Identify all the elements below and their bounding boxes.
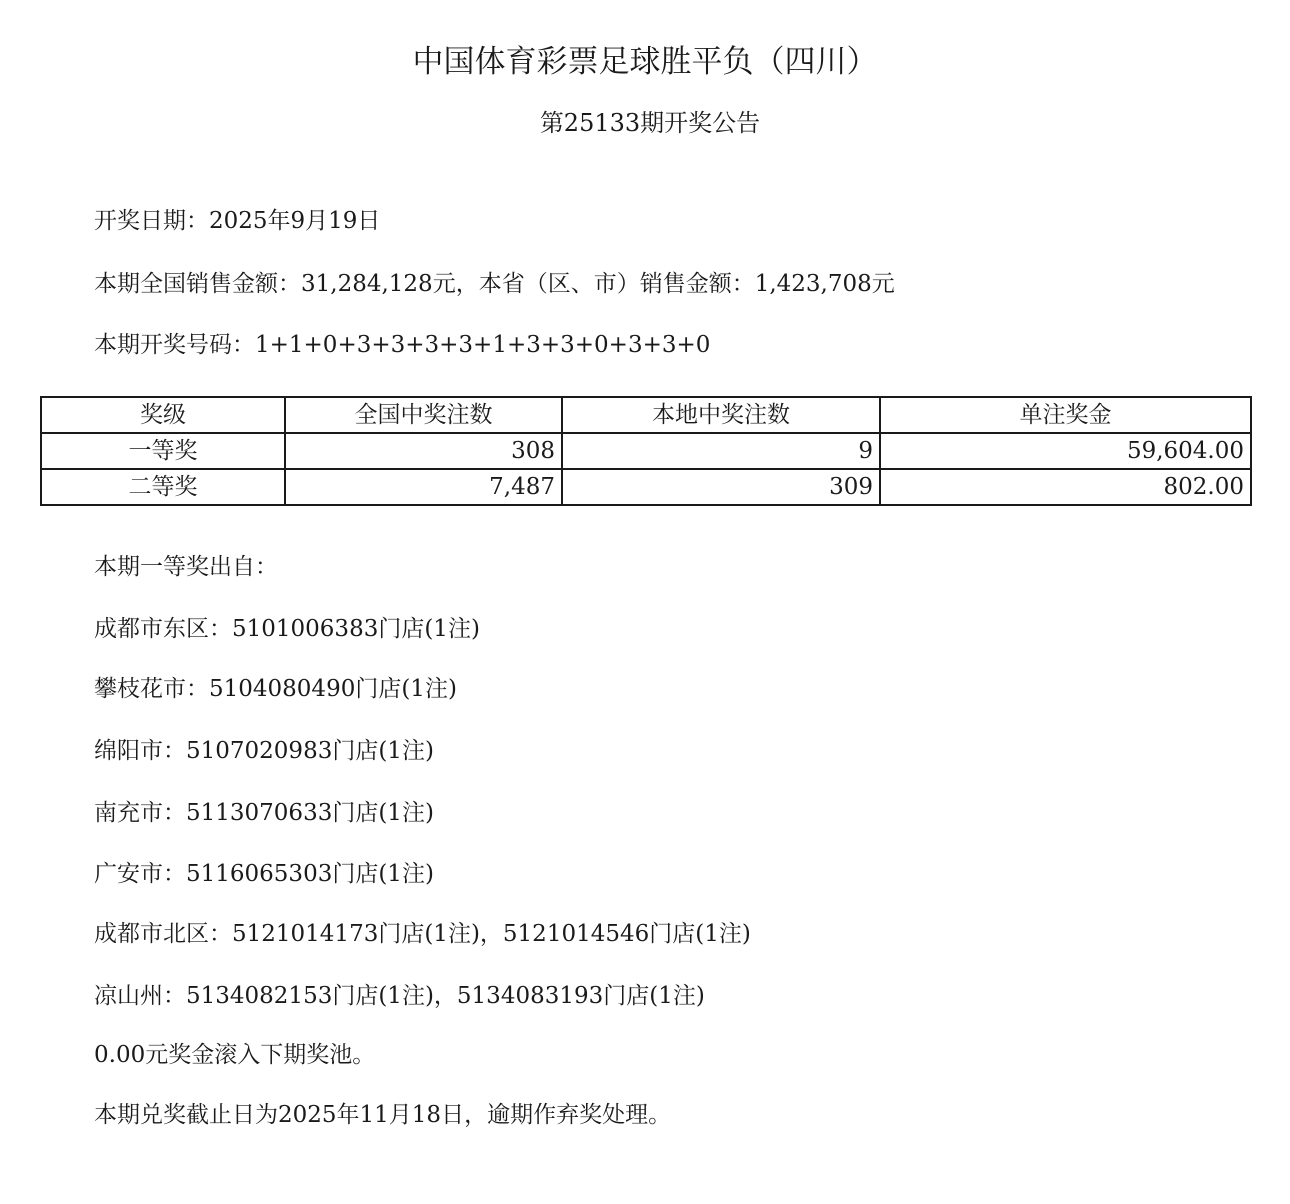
page-title: 中国体育彩票足球胜平负（四川） <box>412 44 878 80</box>
table-row <box>41 433 1251 469</box>
sales-amount: 本期全国销售金额：31,284,128元，本省（区、市）销售金额：1,423,708元 <box>94 271 895 297</box>
prize-level: 二等奖 <box>41 469 285 505</box>
prize-amount: 802.00 <box>880 469 1251 505</box>
col-header-level: 奖级 <box>41 397 285 433</box>
winner-location: 绵阳市：5107020983门店(1注) <box>94 738 434 764</box>
table-row <box>41 469 1251 505</box>
prize-amount: 59,604.00 <box>880 433 1251 469</box>
table-header-row <box>41 397 1251 433</box>
winner-location: 成都市东区：5101006383门店(1注) <box>94 616 480 642</box>
winning-numbers: 本期开奖号码：1+1+0+3+3+3+3+1+3+3+0+3+3+0 <box>94 332 711 358</box>
issue-subtitle: 第25133期开奖公告 <box>539 109 761 137</box>
local-winners: 9 <box>562 433 880 469</box>
col-header-local: 本地中奖注数 <box>562 397 880 433</box>
winner-location: 攀枝花市：5104080490门店(1注) <box>94 676 457 702</box>
local-winners: 309 <box>562 469 880 505</box>
winner-location: 成都市北区：5121014173门店(1注)，5121014546门店(1注) <box>94 921 751 947</box>
prize-level: 一等奖 <box>41 433 285 469</box>
prize-table <box>40 396 1252 506</box>
first-prize-heading: 本期一等奖出自： <box>94 554 278 580</box>
draw-date: 开奖日期：2025年9月19日 <box>94 208 381 234</box>
deadline-note: 本期兑奖截止日为2025年11月18日，逾期作弃奖处理。 <box>94 1102 672 1128</box>
national-winners: 308 <box>285 433 562 469</box>
winner-location: 南充市：5113070633门店(1注) <box>94 800 434 826</box>
national-winners: 7,487 <box>285 469 562 505</box>
col-header-national: 全国中奖注数 <box>285 397 562 433</box>
winner-location: 凉山州：5134082153门店(1注)，5134083193门店(1注) <box>94 983 705 1009</box>
col-header-amount: 单注奖金 <box>880 397 1251 433</box>
rollover-note: 0.00元奖金滚入下期奖池。 <box>94 1042 376 1068</box>
winner-location: 广安市：5116065303门店(1注) <box>94 861 434 887</box>
